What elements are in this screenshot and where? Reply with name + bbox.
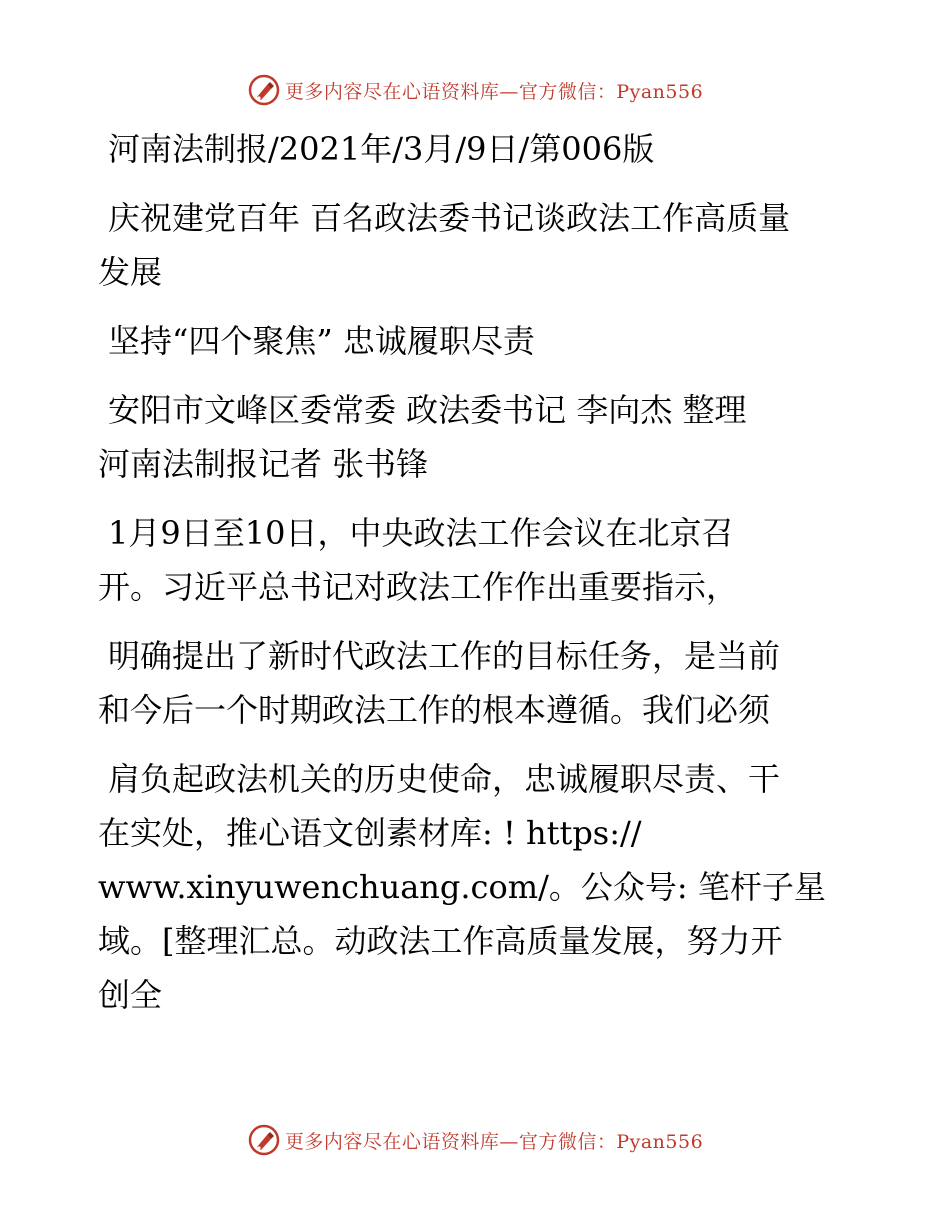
watermark-text: 更多内容尽在心语资料库—官方微信：Pyan556 — [284, 1130, 704, 1153]
byline-line-1: 安阳市文峰区委常委 政法委书记 李向杰 整理 — [108, 391, 747, 429]
watermark-banner-top — [0, 70, 950, 110]
watermark-banner-bottom — [0, 1120, 950, 1160]
paragraph-line: 肩负起政法机关的历史使命，忠诚履职尽责、干 — [108, 760, 781, 798]
source-line: 河南法制报/2021年/3月/9日/第006版 — [108, 130, 655, 168]
paragraph-line: 和今后一个时期政法工作的根本遵循。我们必须 — [98, 691, 771, 729]
watermark-text: 更多内容尽在心语资料库—官方微信：Pyan556 — [284, 80, 704, 103]
paragraph-line: 开。习近平总书记对政法工作作出重要指示， — [98, 568, 739, 606]
article-body — [98, 122, 858, 1022]
column-title-line-2: 发展 — [98, 253, 163, 291]
byline-line-2: 河南法制报记者 张书锋 — [98, 445, 429, 483]
paragraph-line: www.xinyuwenchuang.com/。公众号: 笔杆子星 — [98, 868, 826, 906]
article-title: 坚持“四个聚焦” 忠诚履职尽责 — [108, 322, 535, 360]
paragraph-line: 在实处，推心语文创素材库: ! https:// — [98, 814, 642, 852]
column-title-line-1: 庆祝建党百年 百名政法委书记谈政法工作高质量 — [108, 199, 791, 237]
paragraph-line: 域。[整理汇总。动政法工作高质量发展，努力开 — [98, 922, 783, 960]
paragraph-line: 1月9日至10日，中央政法工作会议在北京召 — [108, 514, 734, 552]
pen-logo-icon — [247, 73, 281, 107]
pen-logo-icon — [247, 1123, 281, 1157]
paragraph-line: 创全 — [98, 976, 163, 1014]
paragraph-line: 明确提出了新时代政法工作的目标任务，是当前 — [108, 637, 781, 675]
